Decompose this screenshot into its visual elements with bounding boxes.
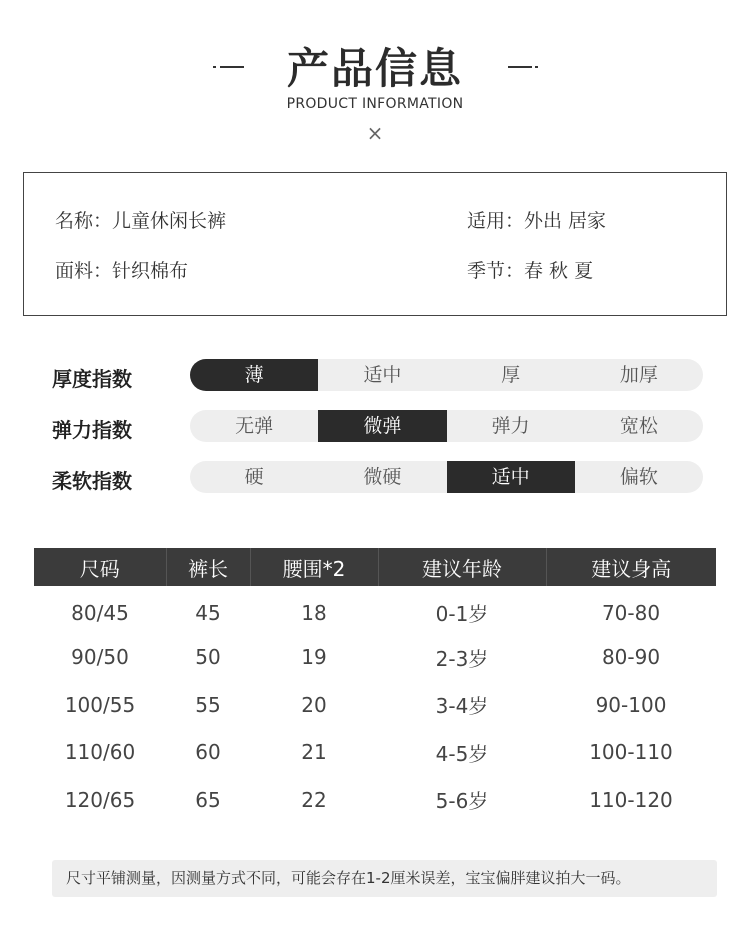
column-header: 建议年龄 <box>378 548 546 586</box>
thickness-option: 加厚 <box>619 364 658 386</box>
softness-option: 适中 <box>447 461 575 493</box>
table-cell: 90-100 <box>595 692 667 717</box>
table-cell: 60 <box>195 740 221 765</box>
page-title: 产品信息 <box>286 44 463 93</box>
softness-option: 微硬 <box>363 466 402 488</box>
table-row <box>34 729 716 777</box>
size-table <box>34 548 716 824</box>
elasticity-option: 微弹 <box>318 410 446 442</box>
table-cell: 4-5岁 <box>435 741 489 766</box>
column-header: 腰围*2 <box>250 548 378 586</box>
thickness-option: 适中 <box>363 364 402 386</box>
thickness-index-label: 厚度指数 <box>52 367 132 391</box>
table-row <box>34 634 716 682</box>
table-cell: 80/45 <box>71 600 129 625</box>
table-cell: 5-6岁 <box>435 789 489 814</box>
elasticity-option: 宽松 <box>619 415 658 437</box>
thickness-option: 厚 <box>501 364 521 386</box>
info-name: 名称：儿童休闲长裤 <box>55 210 227 232</box>
product-info-box <box>23 172 727 316</box>
table-row <box>34 776 716 824</box>
elasticity-index-scale <box>190 410 703 442</box>
info-fabric: 面料：针织棉布 <box>55 260 189 282</box>
table-cell: 3-4岁 <box>435 694 489 719</box>
table-cell: 45 <box>195 600 221 625</box>
table-cell: 80-90 <box>601 645 661 670</box>
table-cell: 50 <box>195 645 221 670</box>
table-cell: 100/55 <box>64 692 136 717</box>
column-header: 建议身高 <box>546 548 716 586</box>
softness-index-label: 柔软指数 <box>52 469 132 493</box>
table-cell: 18 <box>301 600 327 625</box>
elasticity-option: 无弹 <box>235 415 274 437</box>
table-cell: 100-110 <box>589 740 673 765</box>
table-cell: 21 <box>301 740 327 765</box>
table-cell: 0-1岁 <box>435 602 489 627</box>
elasticity-index-label: 弹力指数 <box>52 418 132 442</box>
table-cell: 19 <box>301 645 327 670</box>
info-usage: 适用：外出 居家 <box>467 210 607 232</box>
table-cell: 65 <box>195 787 221 812</box>
table-cell: 120/65 <box>64 787 136 812</box>
thickness-index-scale <box>190 359 703 391</box>
table-header-row <box>34 548 716 586</box>
table-cell: 22 <box>301 787 327 812</box>
softness-option: 偏软 <box>619 466 658 488</box>
softness-option: 硬 <box>244 466 264 488</box>
softness-index-scale <box>190 461 703 493</box>
table-cell: 55 <box>195 692 221 717</box>
table-cell: 70-80 <box>601 600 661 625</box>
table-cell: 20 <box>301 692 327 717</box>
info-season: 季节：春 秋 夏 <box>467 260 594 282</box>
page-subtitle: PRODUCT INFORMATION <box>286 96 464 112</box>
elasticity-option: 弹力 <box>491 415 530 437</box>
cross-icon: × <box>366 121 384 145</box>
table-cell: 110/60 <box>64 740 136 765</box>
thickness-option: 薄 <box>190 359 318 391</box>
table-cell: 110-120 <box>589 787 673 812</box>
column-header: 裤长 <box>166 548 250 586</box>
table-row <box>34 586 716 634</box>
table-cell: 2-3岁 <box>435 646 489 671</box>
measurement-note: 尺寸平铺测量，因测量方式不同，可能会存在1-2厘米误差，宝宝偏胖建议拍大一码。 <box>52 860 717 897</box>
column-header: 尺码 <box>34 548 166 586</box>
table-row <box>34 681 716 729</box>
table-cell: 90/50 <box>71 645 129 670</box>
